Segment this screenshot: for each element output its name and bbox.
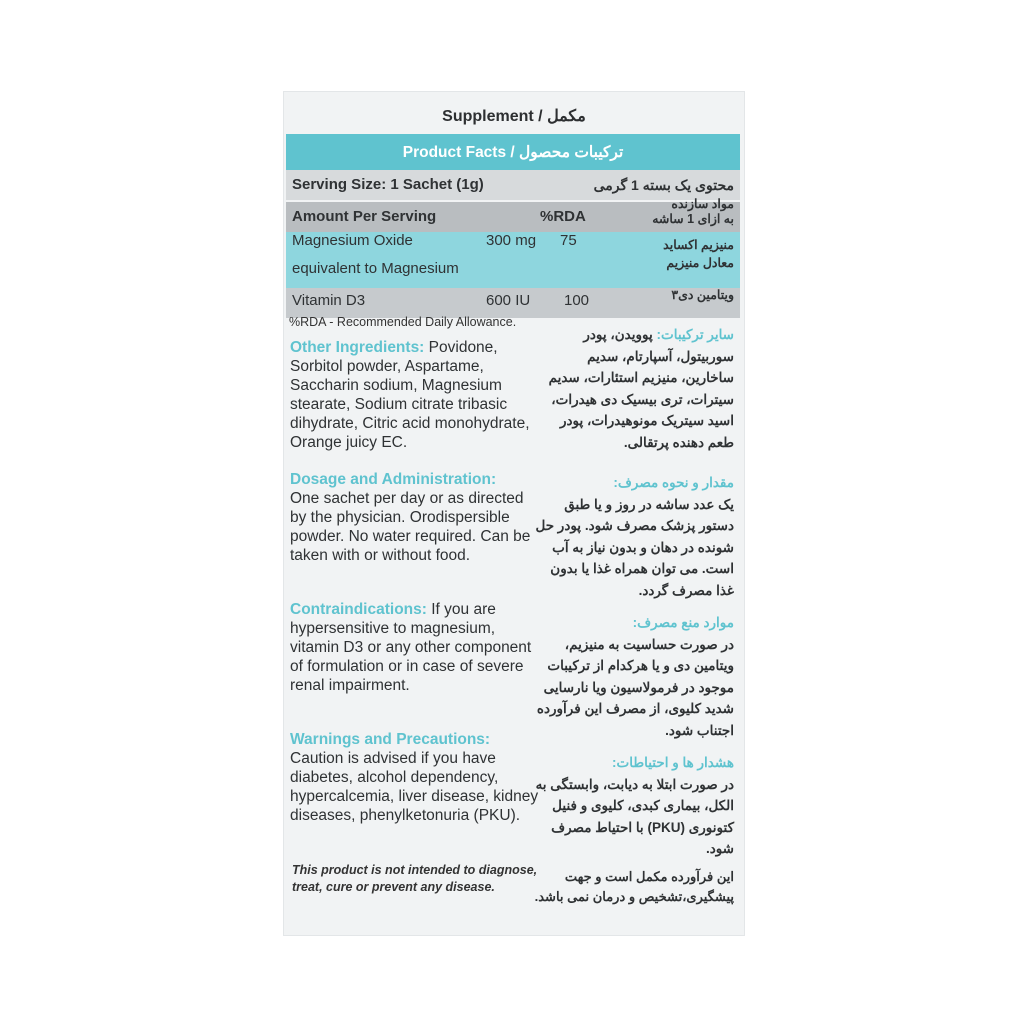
ingredients-en-body: Povidone, Sorbitol powder, Aspartame, Saccharin sodium, Magnesium stearate, Sodium citrate tribasic dihydrate, Citric acid monohydrate, Orange juicy EC.	[290, 339, 530, 451]
contraindications-fa-body: در صورت حساسیت به منیزیم، ویتامین دی و یا هرکدام از ترکیبات موجود در فرمولاسیون ویا نارسایی شدید کلیوی، از مصرف این فرآورده اجتناب شود.	[536, 636, 734, 738]
amount-per-serving-row	[286, 197, 740, 232]
disclaimer-en: This product is not intended to diagnose, treat, cure or prevent any disease.	[292, 863, 538, 894]
magnesium-fa-1: منیزیم اکساید	[663, 238, 734, 252]
ingredients-en	[290, 338, 540, 452]
magnesium-amount: 300 mg	[486, 232, 537, 249]
amount-per-serving-fa-2: به ازای 1 ساشه	[652, 212, 734, 226]
contraindications-fa-heading: موارد منع مصرف:	[632, 615, 734, 630]
serving-size-en: Serving Size: 1 Sachet (1g)	[292, 176, 484, 193]
magnesium-fa-2: معادل منیزیم	[666, 256, 734, 270]
dosage-en-body: One sachet per day or as directed by the physician. Orodispersible powder. No water required. Can be taken with or without food.	[290, 490, 531, 564]
dosage-fa-body: یک عدد ساشه در روز و یا طبق دستور پزشک مصرف شود. پودر حل شونده در دهان و بدون نیاز به آب است. می توان همراه غذا یا بدون غذا مصرف گردد.	[535, 496, 734, 598]
warnings-en-heading: Warnings and Precautions:	[290, 731, 491, 748]
dosage-fa	[534, 472, 734, 601]
dosage-fa-heading: مقدار و نحوه مصرف:	[613, 475, 734, 490]
product-facts-title: Product Facts / ترکیبات محصول	[402, 144, 624, 161]
ingredients-fa-body: پوویدن، پودر سوربیتول، آسپارتام، سدیم ساخارین، منیزیم استئارات، سدیم سیترات، تری بیسیک دی هیدرات، اسید سیتریک مونوهیدرات، پودر طعم دهنده پرتقالی.	[548, 327, 734, 450]
page-title: Supplement / مکمل	[442, 108, 586, 125]
ingredients-fa-heading: سایر ترکیبات:	[656, 327, 734, 342]
warnings-en-body: Caution is advised if you have diabetes, alcohol dependency, hypercalcemia, liver disease, kidney diseases, phenylketonuria (PKU).	[290, 750, 539, 824]
warnings-fa	[534, 752, 734, 860]
warnings-fa-body: در صورت ابتلا به دیابت، وابستگی به الکل، بیماری کبدی، کلیوی و فنیل کتونوری (PKU) با احتیاط مصرف شود.	[535, 776, 734, 856]
rda-footnote: %RDA - Recommended Daily Allowance.	[289, 315, 517, 329]
contraindications-en-heading: Contraindications:	[290, 601, 427, 618]
serving-size-fa: محتوی یک بسته 1 گرمی	[593, 177, 734, 193]
supplement-label-card	[283, 91, 745, 936]
disclaimer-fa: این فرآورده مکمل است و جهت پیشگیری،تشخیص و درمان نمی باشد.	[534, 869, 734, 904]
vitamin-d3-rda: 100	[564, 292, 590, 309]
serving-size-row	[286, 170, 740, 200]
vitamin-d3-amount: 600 IU	[486, 292, 531, 309]
vitamin-d3-row	[286, 288, 740, 318]
contraindications-en-body: If you are hypersensitive to magnesium, vitamin D3 or any other component of formulation or in case of severe renal impairment.	[290, 601, 532, 694]
magnesium-row	[286, 232, 740, 288]
warnings-fa-heading: هشدار ها و احتیاطات:	[612, 755, 734, 770]
magnesium-name-2: equivalent to Magnesium	[292, 260, 459, 277]
contraindications-fa	[534, 612, 734, 741]
magnesium-rda: 75	[560, 232, 577, 249]
rda-column-label: %RDA	[540, 208, 586, 225]
warnings-en	[290, 730, 540, 825]
vitamin-d3-fa: ویتامین دی۳	[671, 288, 734, 302]
dosage-en-heading: Dosage and Administration:	[290, 471, 497, 488]
vitamin-d3-name: Vitamin D3	[292, 292, 366, 309]
amount-per-serving-fa-1: مواد سازنده	[671, 197, 734, 211]
magnesium-name-1: Magnesium Oxide	[292, 232, 413, 249]
product-facts-band	[286, 134, 740, 170]
amount-per-serving-label: Amount Per Serving	[292, 208, 437, 225]
ingredients-fa	[534, 324, 734, 453]
contraindications-en	[290, 600, 540, 695]
dosage-en	[290, 470, 540, 565]
ingredients-en-heading: Other Ingredients:	[290, 339, 425, 356]
